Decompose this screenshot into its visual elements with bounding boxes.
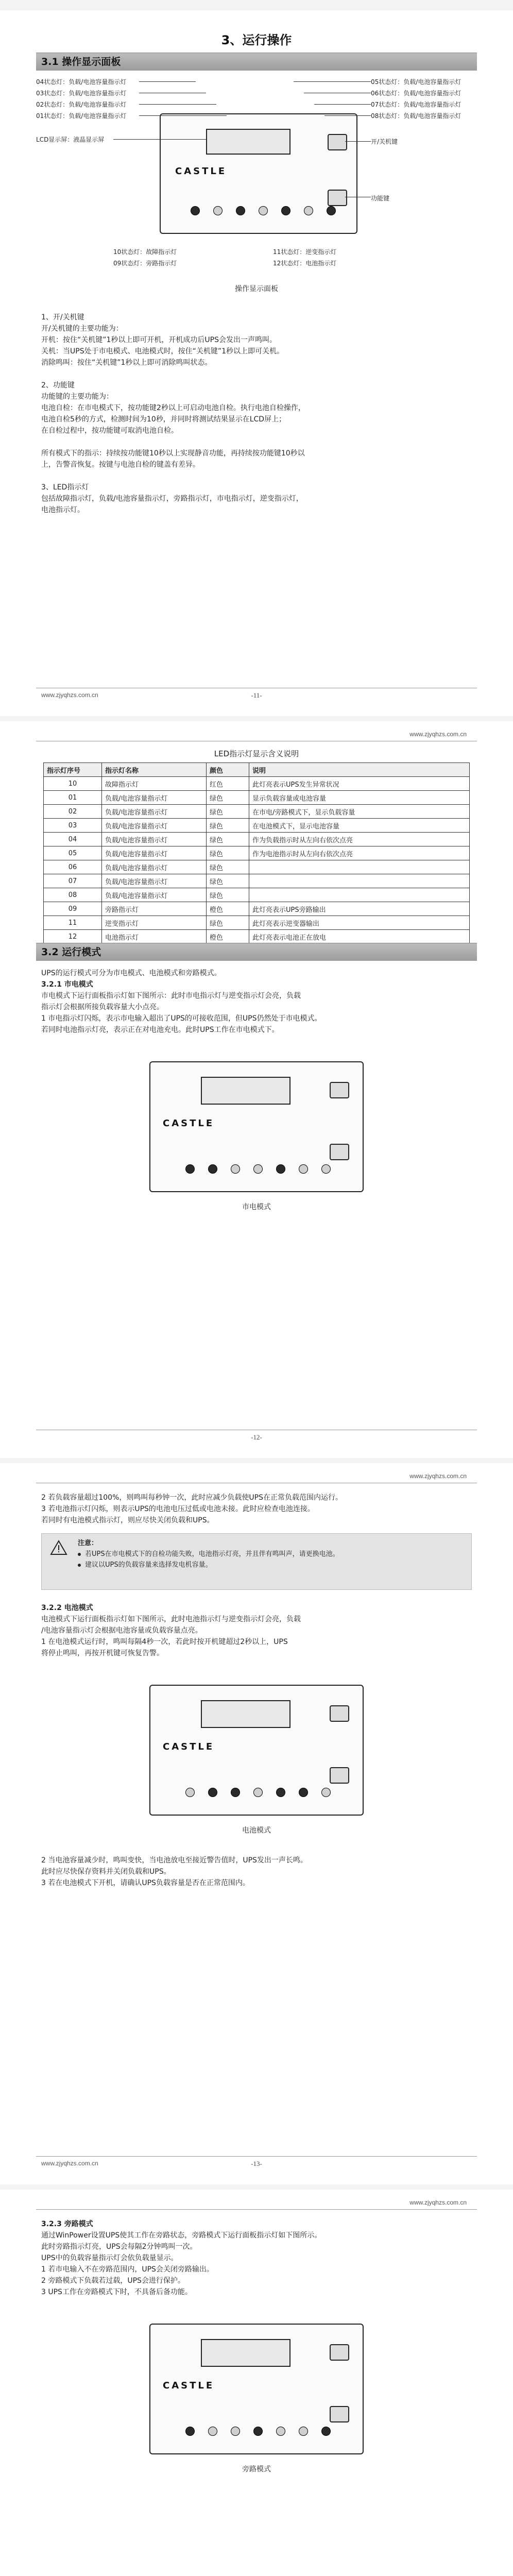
led-indicator [276,1788,285,1797]
table-cell: 11 [44,916,102,930]
text-line: 3.2.1 市电模式 [41,980,93,989]
text-line [41,470,472,482]
table-cell: 09 [44,902,102,916]
leader-line [139,115,227,116]
led-indicator [259,206,268,215]
text-line: /电池容量指示灯会根据电池容量或负载容量点亮。 [41,1626,202,1635]
table-cell: 06 [44,860,102,874]
table-cell: 03 [44,819,102,833]
panel-figure [36,77,477,299]
table-cell: 绿色 [207,846,249,860]
text-line: 2、功能键 [41,381,75,389]
text-line: 电池自检：在市电模式下，按功能键2秒以上可启动电池自检。执行电池自检操作， [41,404,305,412]
panel-label: 08状态灯：负载/电池容量指示灯 [371,112,461,120]
lcd-screen [201,2339,290,2367]
text-line: 3、LED指示灯 [41,483,89,492]
text-line: 2 旁路模式下负载若过载，UPS会进行保护。 [41,2277,185,2285]
battery-mode-figure [139,1680,374,1839]
page-3 [0,1463,513,2184]
text-line: 2 若负载容量超过100%，则鸣叫每秒钟一次，此时应减少负载使UPS在正常负载范围内运行。 [41,1494,343,1502]
figure-caption: 旁路模式 [242,2465,271,2473]
page-number: -11- [251,691,262,699]
table-cell: 01 [44,791,102,805]
table-cell: 负载/电池容量指示灯 [102,833,207,846]
table-cell: 02 [44,805,102,819]
note-item: 建议以UPS的负载容量来选择发电机容量。 [78,1560,465,1570]
table-cell [249,888,470,902]
led-indicator [185,1164,195,1174]
table-cell: 绿色 [207,874,249,888]
leader-line [345,141,371,142]
footer-site: www.zjyqhzs.com.cn [41,2160,98,2167]
text-line: 3.2.3 旁路模式 [41,2220,93,2228]
page-4 [0,2190,513,2576]
text-line: 通过WinPower设置UPS使其工作在旁路状态，旁路模式下运行面板指示灯如下图所示。 [41,2231,322,2240]
led-indicator [208,2427,217,2436]
led-indicator [191,206,200,215]
table-row [44,833,470,846]
footer-site: www.zjyqhzs.com.cn [41,691,98,699]
table-cell: 10 [44,777,102,791]
panel-label: 11状态灯：逆变指示灯 [273,248,337,256]
led-indicator [253,1164,263,1174]
table-header-row [44,763,470,777]
panel-label: 05状态灯：负载/电池容量指示灯 [371,78,461,86]
panel-label: 04状态灯：负载/电池容量指示灯 [36,78,127,86]
power-button[interactable] [330,1082,349,1098]
text-line: 市电模式下运行面板指示灯如下图所示：此时市电指示灯与逆变指示灯会亮，负载 [41,992,301,1000]
table-row [44,846,470,860]
leader-line [314,104,371,105]
text-line: 功能键的主要功能为： [41,393,113,401]
text-line: 此时旁路指示灯亮，UPS会每隔2分钟鸣叫一次。 [41,2243,197,2251]
panel-label: 07状态灯：负载/电池容量指示灯 [371,101,461,108]
mains-mode-figure [139,1056,374,1216]
led-row [185,2427,331,2436]
table-cell: 07 [44,874,102,888]
led-indicator [185,1788,195,1797]
table-cell: 负载/电池容量指示灯 [102,846,207,860]
column-header: 指示灯序号 [44,763,102,777]
text-line [41,436,472,448]
body-text [41,968,472,1036]
led-indicator [208,1164,217,1174]
panel-label: 09状态灯：旁路指示灯 [113,260,177,267]
text-line: 包括故障指示灯，负载/电池容量指示灯，旁路指示灯，市电指示灯，逆变指示灯， [41,495,303,503]
table-cell: 负载/电池容量指示灯 [102,860,207,874]
leader-line [139,81,196,82]
table-cell: 负载/电池容量指示灯 [102,805,207,819]
panel-label: 03状态灯：负载/电池容量指示灯 [36,90,127,97]
text-line: 1、开/关机键 [41,313,84,321]
brand-logo: CASTLE [175,166,227,177]
panel-label: LCD显示屏：液晶显示屏 [36,136,105,143]
function-button[interactable] [330,2406,349,2422]
body-text [41,1855,472,1889]
led-indicator [281,206,290,215]
section-title: 3.1 操作显示面板 [41,56,121,67]
led-row [185,1164,331,1174]
function-button[interactable] [328,190,347,206]
header-rule [36,2209,477,2210]
column-header: 指示灯名称 [102,763,207,777]
text-line: 3 若电池指示灯闪烁，则表示UPS的电池电压过低或电池未接。此时应检查电池连接。 [41,1505,315,1513]
table-row [44,860,470,874]
table-cell: 旁路指示灯 [102,902,207,916]
text-line: 此时应尽快保存资料并关闭负载和UPS。 [41,1868,171,1876]
text-line: 2 当电池容量减少时，鸣叫变快，当电池放电至接近警告值时，UPS发出一声长鸣。 [41,1856,307,1865]
text-line: 开机：按住“关机键”1秒以上即可开机，开机成功后UPS会发出一声鸣叫。 [41,336,277,344]
power-button[interactable] [330,2344,349,2361]
led-indicator [327,206,336,215]
table-row [44,930,470,944]
led-indicator [321,1788,331,1797]
text-line: UPS中的负载容量指示灯会依负载量显示。 [41,2254,178,2262]
table-row [44,874,470,888]
led-indicator [299,1788,308,1797]
table-row [44,777,470,791]
led-indicator [321,2427,331,2436]
text-line: 3 若在电池模式下开机，请确认UPS负载容量是否在正常范围内。 [41,1879,250,1887]
table-row [44,819,470,833]
panel-label: 06状态灯：负载/电池容量指示灯 [371,90,461,97]
brand-logo: CASTLE [163,2380,215,2391]
table-cell [249,860,470,874]
page-number: -12- [251,1433,262,1441]
table-row [44,791,470,805]
table-cell: 电池指示灯 [102,930,207,944]
table-cell: 显示负载容量或电池容量 [249,791,470,805]
table-cell: 05 [44,846,102,860]
bypass-mode-figure [139,2318,374,2478]
text-line: 开/关机键的主要功能为： [41,325,123,333]
table-cell: 橙色 [207,902,249,916]
panel-label: 10状态灯：故障指示灯 [113,248,177,256]
text-line: 电池模式下运行面板指示灯如下图所示，此时电池指示灯与逆变指示灯会亮，负载 [41,1615,301,1623]
body-text [41,312,472,516]
table-cell: 作为电池指示时从左向右依次点亮 [249,846,470,860]
table-row [44,902,470,916]
text-line: 1 市电指示灯闪烁，表示市电输入超出了UPS的可接收范围，但UPS仍然处于市电模式。 [41,1014,322,1023]
body-text [41,2218,472,2298]
text-line: 将停止鸣叫，再按开机键可恢复告警。 [41,1649,164,1657]
text-line: UPS的运行模式可分为市电模式、电池模式和旁路模式。 [41,969,221,977]
table-cell: 负载/电池容量指示灯 [102,819,207,833]
table-cell: 此灯亮表示逆变器输出 [249,916,470,930]
table-cell: 此灯亮表示UPS发生异常状况 [249,777,470,791]
table-cell: 绿色 [207,805,249,819]
led-indicator [231,1164,240,1174]
table-cell: 故障指示灯 [102,777,207,791]
figure-caption: 市电模式 [242,1203,271,1211]
led-indicator [276,1164,285,1174]
brand-logo: CASTLE [163,1741,215,1752]
led-indicator [299,2427,308,2436]
column-header: 颜色 [207,763,249,777]
led-indicator [208,1788,217,1797]
led-table [43,762,470,944]
table-cell: 08 [44,888,102,902]
leader-line [294,81,371,82]
header-site: www.zjyqhzs.com.cn [409,731,467,738]
table-cell: 橙色 [207,930,249,944]
page-number: -13- [251,2160,262,2167]
lcd-screen [206,129,290,155]
text-line: 若同时电池指示灯亮，表示正在对电池充电。此时UPS工作在市电模式下。 [41,1026,279,1034]
page-2 [0,721,513,1458]
section-header [36,943,477,961]
warning-icon [50,1540,67,1555]
led-indicator [236,206,245,215]
table-cell: 绿色 [207,819,249,833]
figure-caption: 操作显示面板 [235,285,278,293]
panel-label: 01状态灯：负载/电池容量指示灯 [36,112,127,120]
led-indicator [276,2427,285,2436]
led-indicator [253,2427,263,2436]
panel-label: 02状态灯：负载/电池容量指示灯 [36,101,127,108]
text-line: 关机：当UPS处于市电模式、电池模式时，按住“关机键”1秒以上即可关机。 [41,347,284,355]
table-cell: 绿色 [207,916,249,930]
table-cell: 绿色 [207,860,249,874]
led-indicator [253,1788,263,1797]
table-cell: 逆变指示灯 [102,916,207,930]
led-indicator [213,206,223,215]
chapter-title: 3、运行操作 [221,33,292,47]
header-site: www.zjyqhzs.com.cn [409,2199,467,2206]
leader-line [113,139,206,140]
body-text [41,1492,472,1526]
lcd-screen [201,1077,290,1105]
table-row [44,888,470,902]
led-indicator [231,1788,240,1797]
figure-caption: 电池模式 [242,1826,271,1835]
text-line: 3 UPS工作在旁路模式下时，不具备后备功能。 [41,2288,192,2296]
note-title: 注意： [78,1539,98,1547]
power-button[interactable] [328,134,347,150]
body-text [41,1602,472,1659]
table-row [44,916,470,930]
table-cell [249,874,470,888]
section-header [36,53,477,71]
panel-label: 开/关机键 [371,138,398,145]
header-site: www.zjyqhzs.com.cn [409,1472,467,1480]
panel-label: 12状态灯：电池指示灯 [273,260,337,267]
led-indicator [231,2427,240,2436]
text-line: 1 在电池模式运行时，鸣叫每隔4秒一次，若此时按开机键超过2秒以上，UPS [41,1638,288,1646]
text-line: 3.2.2 电池模式 [41,1604,93,1612]
text-line: 若同时有电池模式指示灯，则应尽快关闭负载和UPS。 [41,1516,214,1524]
brand-logo: CASTLE [163,1118,215,1129]
table-row [44,805,470,819]
table-title: LED指示灯显示含义说明 [214,749,299,758]
led-indicator [321,1164,331,1174]
note-box [41,1533,472,1590]
section-title: 3.2 运行模式 [41,946,101,958]
led-indicator [299,1164,308,1174]
table-cell: 负载/电池容量指示灯 [102,888,207,902]
note-item: 若UPS在市电模式下的自检功能失败，电池指示灯亮，并且伴有鸣叫声，请更换电池。 [78,1549,465,1560]
table-cell: 在市电/旁路模式下，显示负载容量 [249,805,470,819]
panel-label: 功能键 [371,195,390,202]
lcd-screen [201,1700,290,1728]
text-line: 所有模式下的指示：持续按功能键10秒以上实现静音功能，再持续按功能键10秒以 [41,449,305,457]
table-cell: 绿色 [207,833,249,846]
text-line [41,368,472,380]
led-row [191,206,336,215]
led-row [185,1788,331,1797]
footer-rule [36,2156,477,2157]
text-line: 指示灯会根据所接负载容量大小点亮。 [41,1003,164,1011]
led-indicator [185,2427,195,2436]
text-line: 上，告警音恢复。按键与电池自检的键盖有差异。 [41,461,200,469]
text-line: 电池自检5秒的方式，检测时间为10秒，并同时将测试结果显示在LCD屏上； [41,415,286,423]
table-cell: 负载/电池容量指示灯 [102,791,207,805]
leader-line [324,115,371,116]
text-line: 在自检过程中，按功能键可取消电池自检。 [41,427,178,435]
function-button[interactable] [330,1144,349,1160]
page-1 [0,10,513,716]
table-cell: 此灯亮表示UPS旁路输出 [249,902,470,916]
column-header: 说明 [249,763,470,777]
function-button[interactable] [330,1767,349,1784]
table-cell: 此灯亮表示电池正在放电 [249,930,470,944]
text-line: 消除鸣叫：按住“关机键”1秒以上即可消除鸣叫状态。 [41,359,212,367]
table-cell: 绿色 [207,791,249,805]
table-cell: 负载/电池容量指示灯 [102,874,207,888]
text-line: 1 若市电输入不在旁路范围内，UPS会关闭旁路输出。 [41,2265,214,2274]
table-cell: 12 [44,930,102,944]
table-cell: 在电池模式下，显示电池容量 [249,819,470,833]
led-indicator [304,206,313,215]
table-cell: 红色 [207,777,249,791]
table-cell: 作为负载指示时从左向右依次点亮 [249,833,470,846]
table-cell: 绿色 [207,888,249,902]
text-line: 电池指示灯。 [41,506,84,514]
table-cell: 04 [44,833,102,846]
leader-line [139,104,216,105]
power-button[interactable] [330,1705,349,1722]
